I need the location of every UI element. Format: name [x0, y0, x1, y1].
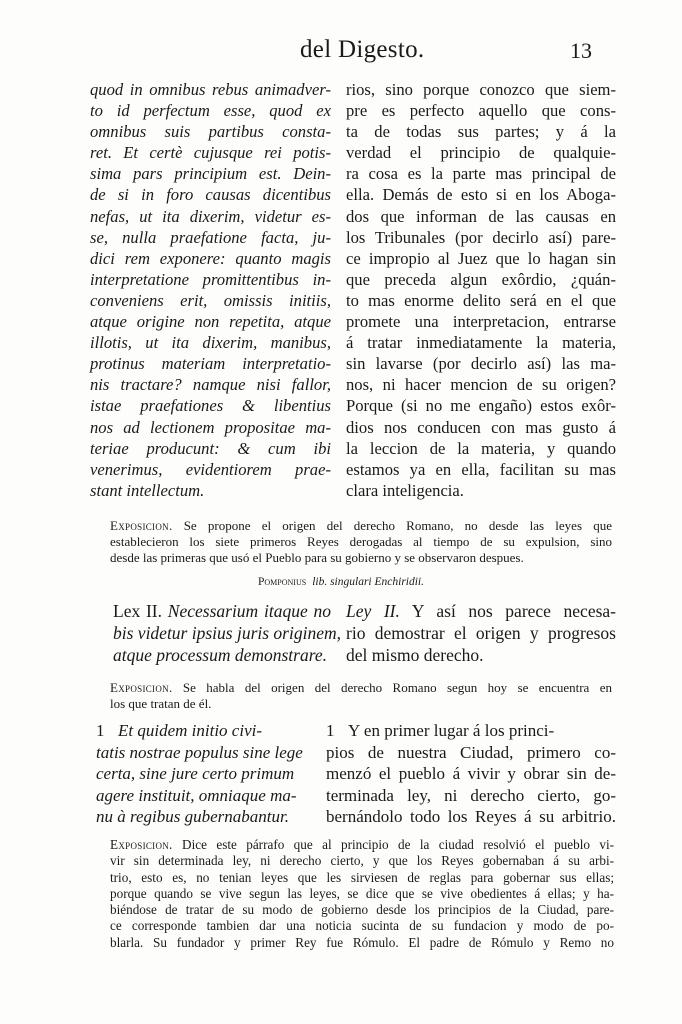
exposicion-line: biéndose de tratar de su modo de gobierno desde los principios de la Ciudad, pare-: [110, 902, 614, 918]
exposicion-line: blarla. Su fundador y primer Rey fue Rómulo. El padre de Rómulo y Remo no: [110, 934, 614, 950]
spanish-line: sin lavarse (por decirlo así) las ma-: [346, 354, 616, 374]
latin-line: de si in foro causas dicentibus: [90, 185, 331, 205]
spanish-line: clara inteligencia.: [346, 480, 464, 500]
latin-line: teriae producunt: & cum ibi: [90, 438, 331, 458]
spanish-line: [326, 720, 616, 742]
spanish-line: á tratar inmediatamente la materia,: [346, 333, 616, 353]
ley-heading: Ley II.: [346, 601, 400, 621]
latin-line: bis videtur ipsius juris originem,: [113, 623, 341, 643]
spanish-text: Y así nos parece necesa-: [399, 601, 616, 621]
spanish-line: promete una interpretacion, entrarse: [346, 312, 616, 332]
latin-line: nu à regibus gubernabantur.: [96, 807, 289, 827]
spanish-line: dos que informan de las causas en: [346, 206, 616, 226]
spanish-line: menzó el pueblo á vivir y obrar sin de-: [326, 764, 616, 784]
spanish-line: del mismo derecho.: [346, 645, 484, 665]
spanish-line: rio demostrar el origen y progresos: [346, 623, 616, 643]
exposicion-line: trio, esto es, no tenian leyes que les sirviesen de reglas para gobernar sus ellas;: [110, 869, 614, 885]
exposicion-line: porque quando se vive segun las leyes, se dice que se vive obedientes á ellas; y ha-: [110, 885, 614, 901]
latin-column-2: [113, 600, 341, 666]
spanish-line: nos, ni hacer mencion de su origen?: [346, 375, 616, 395]
latin-line: se, nulla praefatione facta, ju-: [90, 227, 331, 247]
exposicion-2: [110, 680, 612, 712]
spanish-line: ella. Demás de esto si en los Aboga-: [346, 185, 616, 205]
latin-line: protinus materiam interpretatio-: [90, 354, 331, 374]
page-header: [0, 36, 682, 68]
exposicion-label: Exposicion.: [110, 518, 173, 533]
latin-line: omnibus suis partibus consta-: [90, 122, 331, 142]
exposicion-line: [110, 518, 612, 534]
spanish-line: rios, sino porque conozco que siem-: [346, 80, 616, 99]
latin-line: nis tractare? namque nisi fallor,: [90, 375, 331, 395]
paragraph-number: 1: [96, 721, 105, 740]
latin-column-3: [96, 720, 311, 828]
paragraph-number: 1: [326, 721, 335, 740]
exposicion-1: [110, 518, 612, 567]
latin-line: ret. Et certè cujusque rei potis-: [90, 143, 331, 163]
spanish-column-2: [346, 600, 616, 666]
spanish-line: Porque (si no me engaño) estos exôr-: [346, 396, 616, 416]
spanish-line: bernándolo todo los Reyes á su arbitrio.: [326, 807, 616, 827]
exposicion-line: ce corresponde tambien dar una noticia sucinta de su fundacion y modo de po-: [110, 918, 614, 934]
latin-line: tatis nostrae populus sine lege: [96, 742, 303, 762]
exposicion-line: [110, 837, 614, 853]
exposicion-label: Exposicion.: [110, 680, 173, 695]
spanish-line: que preceda algun exôrdio, ¿quán-: [346, 269, 616, 289]
spanish-line: ra cosa es la parte mas principal de: [346, 164, 616, 184]
spanish-column-3: [326, 720, 616, 828]
latin-line: [113, 600, 331, 622]
spanish-line: ce impropio al Juez que lo hagan sin: [346, 248, 616, 268]
exposicion-line: desde las primeras que usó el Pueblo para su gobierno y se observaron despues.: [110, 550, 524, 566]
source-author: Pomponius: [258, 576, 307, 588]
latin-line: illotis, ut ita dixerim, manibus,: [90, 333, 331, 353]
latin-text: Et quidem initio civi-: [118, 721, 262, 740]
latin-line: stant intellectum.: [90, 480, 205, 500]
exposicion-text: Se propone el origen del derecho Romano, no desde las leyes que: [172, 518, 612, 533]
latin-column-1: [90, 79, 331, 501]
spanish-line: la leccion de la materia, y quando: [346, 438, 616, 458]
spanish-line: terminada ley, ni derecho cierto, go-: [326, 785, 616, 805]
latin-line: dici rem exponere: quanto magis: [90, 248, 331, 268]
spanish-line: dios nos conducen con mas gusto á: [346, 417, 616, 437]
latin-line: interpretatione promittentibus in-: [90, 269, 331, 289]
source-citation: [0, 576, 682, 588]
latin-line: certa, sine jure certo primum: [96, 764, 295, 784]
running-title: del Digesto.: [300, 36, 425, 63]
exposicion-line: [110, 680, 612, 696]
latin-line: quod in omnibus rebus animadver-: [90, 80, 331, 99]
spanish-line: to mas enorme delito será en el que: [346, 290, 616, 310]
source-work: lib. singulari Enchiridii.: [312, 576, 424, 588]
latin-line: istae praefationes & libentius: [90, 396, 331, 416]
spanish-text: Y en primer lugar á los princi-: [348, 721, 555, 740]
spanish-line: estamos ya en ella, facilitan su mas: [346, 459, 616, 479]
spanish-line: los Tribunales (por decirlo así) pare-: [346, 227, 616, 247]
exposicion-line: vir sin determinada ley, ni derecho cierto, y que los Reyes gobernaban á su arbi-: [110, 853, 614, 869]
lex-heading: Lex II.: [113, 601, 163, 621]
latin-line: sima pars principium est. Dein-: [90, 164, 331, 184]
exposicion-line: los que tratan de él.: [110, 696, 212, 712]
latin-line: to id perfectum esse, quod ex: [90, 101, 331, 121]
exposicion-3: [110, 837, 614, 951]
spanish-line: verdad el principio de qualquie-: [346, 143, 616, 163]
spanish-line: [346, 600, 616, 622]
exposicion-text: Se habla del origen del derecho Romano segun hoy se encuentra en: [172, 680, 612, 695]
exposicion-label: Exposicion.: [110, 837, 173, 852]
spanish-line: ta de todas sus partes; y á la: [346, 122, 616, 142]
latin-text: Necessarium itaque no: [162, 601, 331, 621]
latin-line: nos ad lectionem propositae ma-: [90, 417, 331, 437]
spanish-column-1: [346, 79, 616, 501]
spanish-line: pre es perfecto aquello que cons-: [346, 101, 616, 121]
latin-line: agere instituit, omniaque ma-: [96, 785, 297, 805]
latin-line: [96, 720, 311, 742]
page-number: 13: [570, 38, 592, 63]
latin-line: atque origine non repetita, atque: [90, 312, 331, 332]
latin-line: conveniens erit, omissis initiis,: [90, 290, 331, 310]
exposicion-text: Dice este párrafo que al principio de la ciudad resolvió el pueblo vi-: [172, 837, 614, 852]
exposicion-line: establecieron los siete primeros Reyes derogadas al tiempo de su expulsion, sino: [110, 534, 612, 550]
latin-line: venerimus, evidentiorem prae-: [90, 459, 331, 479]
latin-line: atque processum demonstrare.: [113, 645, 328, 665]
spanish-line: pios de nuestra Ciudad, primero co-: [326, 742, 616, 762]
latin-line: nefas, ut ita dixerim, videtur es-: [90, 206, 331, 226]
